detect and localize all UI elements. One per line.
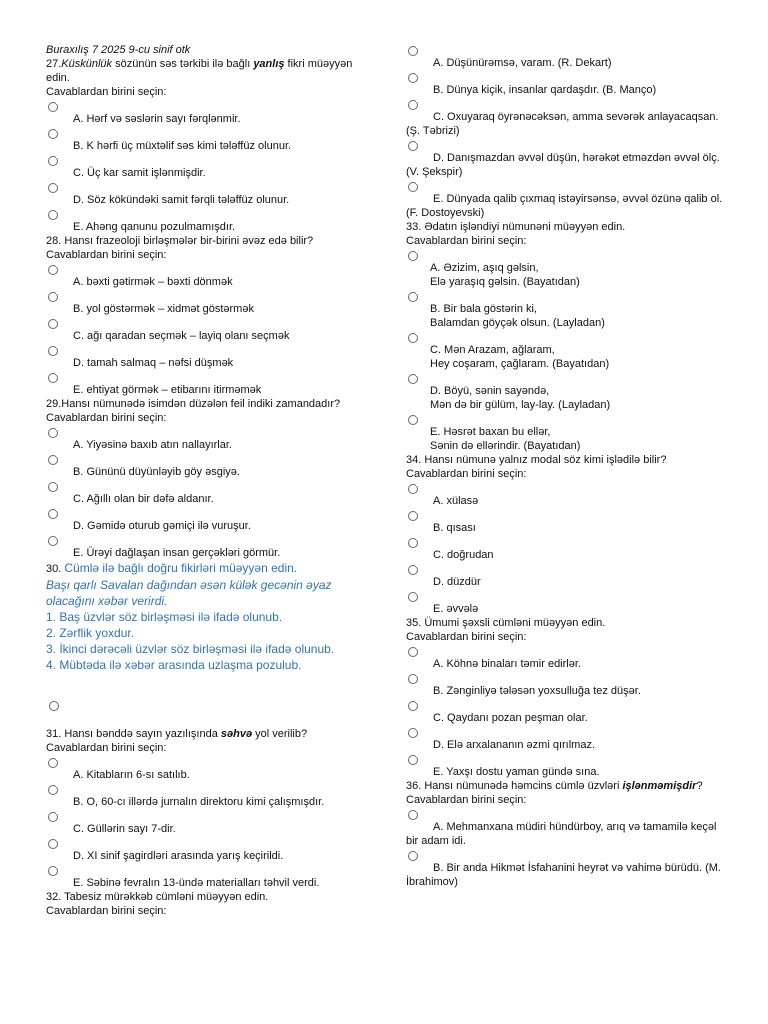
radio-icon[interactable] <box>408 415 418 425</box>
question-36-text-start: 36. Hansı nümunədə həmcins cümlə üzvləri <box>406 780 623 792</box>
question-28 <box>46 234 368 397</box>
option-label: E. Həsrət baxan bu ellər, Sənin də ellərindir. (Bayatıdan) <box>430 426 581 452</box>
choose-prompt: Cavablardan birini seçin: <box>406 631 527 643</box>
statement-1: 1. Baş üzvlər söz birləşməsi ilə ifadə olunub. <box>46 610 283 624</box>
radio-icon[interactable] <box>408 292 418 302</box>
choose-prompt: Cavablardan birini seçin: <box>46 905 167 917</box>
option-29-d[interactable] <box>46 519 368 533</box>
option-label: E. Yaxşı dostu yaman gündə sına. <box>433 766 600 778</box>
radio-icon[interactable] <box>408 484 418 494</box>
option-29-b[interactable] <box>46 465 368 479</box>
option-28-b[interactable] <box>46 302 368 316</box>
radio-icon[interactable] <box>408 100 418 110</box>
radio-icon[interactable] <box>48 183 58 193</box>
option-32-b[interactable] <box>406 83 730 97</box>
question-29-text: 29.Hansı nümunədə isimdən düzələn feil indiki zamandadır? <box>46 398 341 410</box>
option-label: C. Üç kar samit işlənmişdir. <box>73 167 206 179</box>
radio-icon[interactable] <box>48 866 58 876</box>
option-36-a[interactable] <box>406 820 730 848</box>
option-28-a[interactable] <box>46 275 368 289</box>
question-28-text: 28. Hansı frazeoloji birləşmələr bir-birini əvəz edə bilir? <box>46 235 314 247</box>
option-label: A. bəxti gətirmək – bəxti dönmək <box>73 276 233 288</box>
option-label: A. Kitabların 6-sı satılıb. <box>73 769 190 781</box>
question-27-text <box>46 57 368 85</box>
question-36 <box>406 779 730 889</box>
option-label: B. yol göstərmək – xidmət göstərmək <box>73 303 254 315</box>
option-28-d[interactable] <box>46 356 368 370</box>
radio-icon[interactable] <box>408 333 418 343</box>
option-35-e[interactable] <box>406 765 730 779</box>
option-label: D. Gəmidə oturub gəmiçi ilə vuruşur. <box>73 520 251 532</box>
question-29 <box>46 397 368 560</box>
choose-prompt: Cavablardan birini seçin: <box>46 249 167 261</box>
radio-icon[interactable] <box>408 810 418 820</box>
radio-icon[interactable] <box>48 509 58 519</box>
statement-2: 2. Zərflik yoxdur. <box>46 626 135 640</box>
option-label: C. Ağıllı olan bir dəfə aldanır. <box>73 493 214 505</box>
question-27-text-mid: sözünün səs tərkibi ilə bağlı <box>112 58 254 70</box>
radio-icon[interactable] <box>408 511 418 521</box>
option-34-e[interactable] <box>406 602 730 616</box>
question-27 <box>46 57 368 234</box>
option-31-a[interactable] <box>46 768 368 782</box>
option-label: D. XI sinif şagirdləri arasında yarış keçirildi. <box>73 850 284 862</box>
option-28-e[interactable] <box>46 383 368 397</box>
question-33-text: 33. Ədatın işləndiyi nümunəni müəyyən edin. <box>406 221 626 233</box>
radio-icon[interactable] <box>408 46 418 56</box>
radio-icon[interactable] <box>408 851 418 861</box>
radio-icon[interactable] <box>408 647 418 657</box>
radio-icon[interactable] <box>49 701 59 711</box>
question-32-text: 32. Tabesiz mürəkkəb cümləni müəyyən edin. <box>46 891 269 903</box>
option-34-c[interactable] <box>406 548 730 562</box>
question-36-text-end: ? <box>696 780 703 792</box>
option-label: E. Ürəyi dağlaşan insan gerçəkləri görmür. <box>73 547 281 559</box>
question-33 <box>406 220 730 453</box>
radio-icon[interactable] <box>48 785 58 795</box>
option-label: C. ağı qaradan seçmək – layiq olanı seçmək <box>73 330 290 342</box>
option-label: C. Güllərin sayı 7-dir. <box>73 823 176 835</box>
radio-icon[interactable] <box>408 755 418 765</box>
question-34-text: 34. Hansı nümunə yalnız modal söz kimi işlədilə bilir? <box>406 454 667 466</box>
option-32-e[interactable] <box>406 192 730 220</box>
option-31-d[interactable] <box>46 849 368 863</box>
statement-3: 3. İkinci dərəcəli üzvlər söz birləşməsi ilə ifadə olunub. <box>46 642 335 656</box>
question-31-emphasis: səhvə <box>220 728 253 740</box>
option-label: E. Səbinə fevralın 13-ündə materialları təhvil verdi. <box>73 877 320 889</box>
radio-icon[interactable] <box>48 428 58 438</box>
option-28-c[interactable] <box>46 329 368 343</box>
option-label: B. O, 60-cı illərdə jurnalın direktoru kimi çalışmışdır. <box>73 796 325 808</box>
option-27-b[interactable] <box>46 139 368 153</box>
answer-input-30[interactable] <box>46 691 368 721</box>
radio-icon[interactable] <box>408 374 418 384</box>
question-27-emphasis: yanlış <box>253 58 285 70</box>
option-35-c[interactable] <box>406 711 730 725</box>
radio-icon[interactable] <box>408 182 418 192</box>
option-31-c[interactable] <box>46 822 368 836</box>
question-35-text: 35. Ümumi şəxsli cümləni müəyyən edin. <box>406 617 606 629</box>
option-31-b[interactable] <box>46 795 368 809</box>
question-30-text <box>46 560 368 577</box>
choose-prompt: Cavablardan birini seçin: <box>46 412 167 424</box>
option-36-b[interactable] <box>406 861 730 889</box>
option-label: D. düzdür <box>433 576 481 588</box>
option-label: D. tamah salmaq – nəfsi düşmək <box>73 357 234 369</box>
option-label: B. Dünya kiçik, insanlar qardaşdır. (B. Manço) <box>433 84 657 96</box>
option-label: E. ehtiyat görmək – etibarını itirməmək <box>73 384 262 396</box>
option-label: A. Düşünürəmsə, varam. (R. Dekart) <box>433 57 612 69</box>
option-29-e[interactable] <box>46 546 368 560</box>
option-27-a[interactable] <box>46 112 368 126</box>
radio-icon[interactable] <box>408 592 418 602</box>
option-35-b[interactable] <box>406 684 730 698</box>
question-31-text-end: yol verilib? <box>252 728 308 740</box>
question-31-text <box>46 727 368 741</box>
choose-prompt: Cavablardan birini seçin: <box>406 235 527 247</box>
radio-icon[interactable] <box>48 265 58 275</box>
option-34-d[interactable] <box>406 575 730 589</box>
option-label: D. Danışmazdan əvvəl düşün, hərəkət etməzdən əvvəl ölç. (V. Şekspir) <box>406 152 720 178</box>
radio-icon[interactable] <box>48 536 58 546</box>
question-30-number: 30. <box>46 563 65 575</box>
option-label: B. Zənginliyə tələsən yoxsulluğa tez düşər. <box>433 685 641 697</box>
option-label: E. əvvələ <box>433 603 479 615</box>
radio-icon[interactable] <box>48 210 58 220</box>
radio-icon[interactable] <box>408 73 418 83</box>
left-column <box>46 43 368 918</box>
radio-icon[interactable] <box>408 251 418 261</box>
question-32 <box>46 890 368 918</box>
option-label: B. Bir bala göstərin ki, Balamdan göyçək olsun. (Layladan) <box>430 303 605 329</box>
radio-icon[interactable] <box>408 141 418 151</box>
radio-icon[interactable] <box>48 319 58 329</box>
radio-icon[interactable] <box>48 812 58 822</box>
choose-prompt: Cavablardan birini seçin: <box>46 742 167 754</box>
option-label: A. Mehmanxana müdiri hündürboy, arıq və tamamilə keçəl bir adam idi. <box>406 821 717 847</box>
choose-prompt: Cavablardan birini seçin: <box>406 794 527 806</box>
radio-icon[interactable] <box>48 129 58 139</box>
radio-icon[interactable] <box>48 156 58 166</box>
radio-icon[interactable] <box>408 565 418 575</box>
radio-icon[interactable] <box>408 728 418 738</box>
option-27-c[interactable] <box>46 166 368 180</box>
option-label: D. Böyü, sənin sayəndə, Mən də bir gülüm, lay-lay. (Layladan) <box>430 385 611 411</box>
option-label: B. qısası <box>433 522 476 534</box>
choose-prompt: Cavablardan birini seçin: <box>406 468 527 480</box>
question-30-prompt: Cümlə ilə bağlı doğru fikirləri müəyyən edin. <box>64 561 298 575</box>
option-34-b[interactable] <box>406 521 730 535</box>
radio-icon[interactable] <box>48 839 58 849</box>
question-31-text-start: 31. Hansı bənddə sayın yazılışında <box>46 728 221 740</box>
question-27-word: Küskünlük <box>61 58 113 70</box>
statement-4: 4. Mübtəda ilə xəbər arasında uzlaşma pozulub. <box>46 658 302 672</box>
radio-icon[interactable] <box>408 674 418 684</box>
option-label: E. Dünyada qalib çıxmaq istəyirsənsə, əvvəl özünə qalib ol. (F. Dostoyevski) <box>406 193 723 219</box>
option-label: A. xülasə <box>433 495 479 507</box>
option-label: E. Ahəng qanunu pozulmamışdır. <box>73 221 236 233</box>
question-27-number: 27. <box>46 58 62 70</box>
radio-icon[interactable] <box>48 292 58 302</box>
question-31 <box>46 727 368 890</box>
option-34-a[interactable] <box>406 494 730 508</box>
radio-icon[interactable] <box>48 373 58 383</box>
radio-icon[interactable] <box>48 102 58 112</box>
option-35-a[interactable] <box>406 657 730 671</box>
option-label: B. K hərfi üç müxtəlif səs kimi tələffüz olunur. <box>73 140 292 152</box>
question-36-text <box>406 779 730 793</box>
option-label: A. Hərf və səslərin sayı fərqlənmir. <box>73 113 241 125</box>
option-label: B. Gününü düyünləyib göy əsgiyə. <box>73 466 240 478</box>
right-column <box>406 53 730 889</box>
option-label: A. Yiyəsinə baxıb atın nallayırlar. <box>73 439 232 451</box>
option-label: B. Bir anda Hikmət İsfahanini heyrət və vahimə bürüdü. (M. İbrahimov) <box>406 862 721 888</box>
option-33-c[interactable] <box>406 343 730 371</box>
option-27-d[interactable] <box>46 193 368 207</box>
document-header: Buraxılış 7 2025 9-cu sinif otk <box>46 44 191 56</box>
option-35-d[interactable] <box>406 738 730 752</box>
option-label: C. Oxuyaraq öyrənəcəksən, amma sevərək anlayacaqsan. (Ş. Təbrizi) <box>406 111 719 137</box>
radio-icon[interactable] <box>48 482 58 492</box>
option-label: A. Köhnə binaları təmir edirlər. <box>433 658 581 670</box>
option-33-d[interactable] <box>406 384 730 412</box>
option-32-a[interactable] <box>406 56 730 70</box>
option-label: A. Əzizim, aşıq gəlsin, Elə yaraşıq gəlsin. (Bayatıdan) <box>430 262 580 288</box>
option-label: D. Elə arxalananın əzmi qırılmaz. <box>433 739 596 751</box>
question-30 <box>46 560 368 721</box>
option-label: C. Qaydanı pozan peşman olar. <box>433 712 588 724</box>
question-27-text-end: fikri müəyyən edin. <box>46 58 353 84</box>
question-30-sentence: Başı qarlı Savalan dağından əsən külək gecənin əyaz olacağını xəbər verirdi. <box>46 578 332 608</box>
radio-icon[interactable] <box>408 701 418 711</box>
option-33-b[interactable] <box>406 302 730 330</box>
option-29-a[interactable] <box>46 438 368 452</box>
radio-icon[interactable] <box>48 346 58 356</box>
question-34 <box>406 453 730 616</box>
option-33-a[interactable] <box>406 261 730 289</box>
option-label: D. Söz kökündəki samit fərqli tələffüz olunur. <box>73 194 290 206</box>
option-label: C. doğrudan <box>433 549 494 561</box>
option-27-e[interactable] <box>46 220 368 234</box>
option-32-d[interactable] <box>406 151 730 179</box>
radio-icon[interactable] <box>48 455 58 465</box>
option-29-c[interactable] <box>46 492 368 506</box>
choose-prompt: Cavablardan birini seçin: <box>46 86 167 98</box>
option-31-e[interactable] <box>46 876 368 890</box>
option-label: C. Mən Arazam, ağlaram, Hey coşaram, çağlaram. (Bayatıdan) <box>430 344 610 370</box>
radio-icon[interactable] <box>48 758 58 768</box>
question-36-emphasis: işlənməmişdir <box>622 780 697 792</box>
question-35 <box>406 616 730 779</box>
option-33-e[interactable] <box>406 425 730 453</box>
option-32-c[interactable] <box>406 110 730 138</box>
radio-icon[interactable] <box>408 538 418 548</box>
